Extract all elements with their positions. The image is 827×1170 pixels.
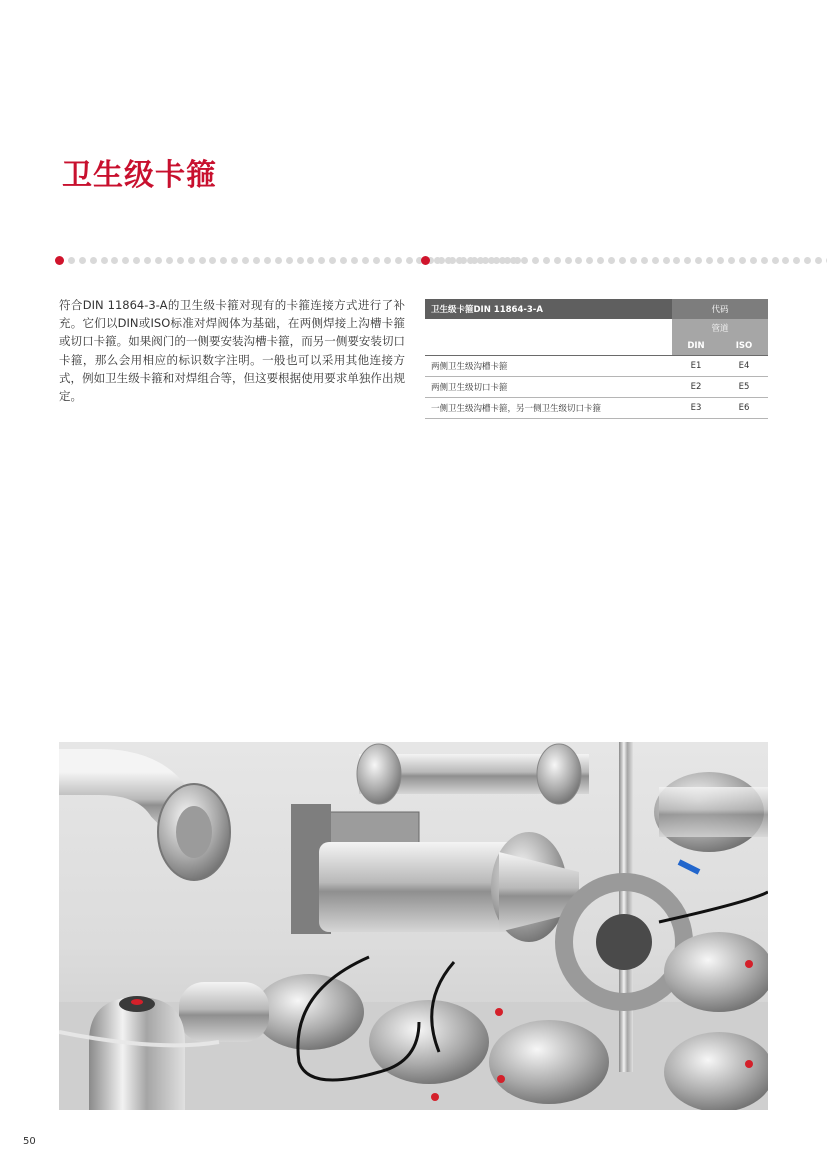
- row-name: 两侧卫生级沟槽卡箍: [425, 356, 672, 377]
- valve-assembly-illustration: [59, 742, 768, 1110]
- row-din: E1: [672, 356, 720, 377]
- table-col-iso: ISO: [720, 337, 768, 356]
- row-iso: E6: [720, 398, 768, 419]
- table-row: [425, 377, 768, 398]
- table-row: [425, 398, 768, 419]
- table-header-row: [425, 299, 768, 319]
- table-header-pipe: 管道: [672, 319, 768, 337]
- code-table: [425, 299, 768, 419]
- valve-assembly-photo: [59, 742, 768, 1110]
- row-name: 两侧卫生级切口卡箍: [425, 377, 672, 398]
- dotted-divider-right: [421, 256, 827, 264]
- row-iso: E5: [720, 377, 768, 398]
- row-name: 一侧卫生级沟槽卡箍，另一侧卫生级切口卡箍: [425, 398, 672, 419]
- body-paragraph: 符合DIN 11864-3-A的卫生级卡箍对现有的卡箍连接方式进行了补充。它们以DIN或ISO标准对焊阀体为基础，在两侧焊接上沟槽卡箍或切口卡箍。如果阀门的一侧要安装沟槽卡箍，而另一侧要安装切口卡箍，那么会用相应的标识数字注明。一般也可以采用其他连接方式，例如卫生级卡箍和对焊组合等，但这要根据使用要求单独作出规定。: [59, 298, 405, 404]
- page-title: 卫生级卡箍: [62, 158, 217, 193]
- table-header-name: 卫生级卡箍DIN 11864-3-A: [425, 299, 672, 319]
- table-col-din: DIN: [672, 337, 720, 356]
- page-number: 50: [23, 1136, 36, 1147]
- table-header-code: 代码: [672, 299, 768, 319]
- row-din: E2: [672, 377, 720, 398]
- table-row: [425, 356, 768, 377]
- row-din: E3: [672, 398, 720, 419]
- row-iso: E4: [720, 356, 768, 377]
